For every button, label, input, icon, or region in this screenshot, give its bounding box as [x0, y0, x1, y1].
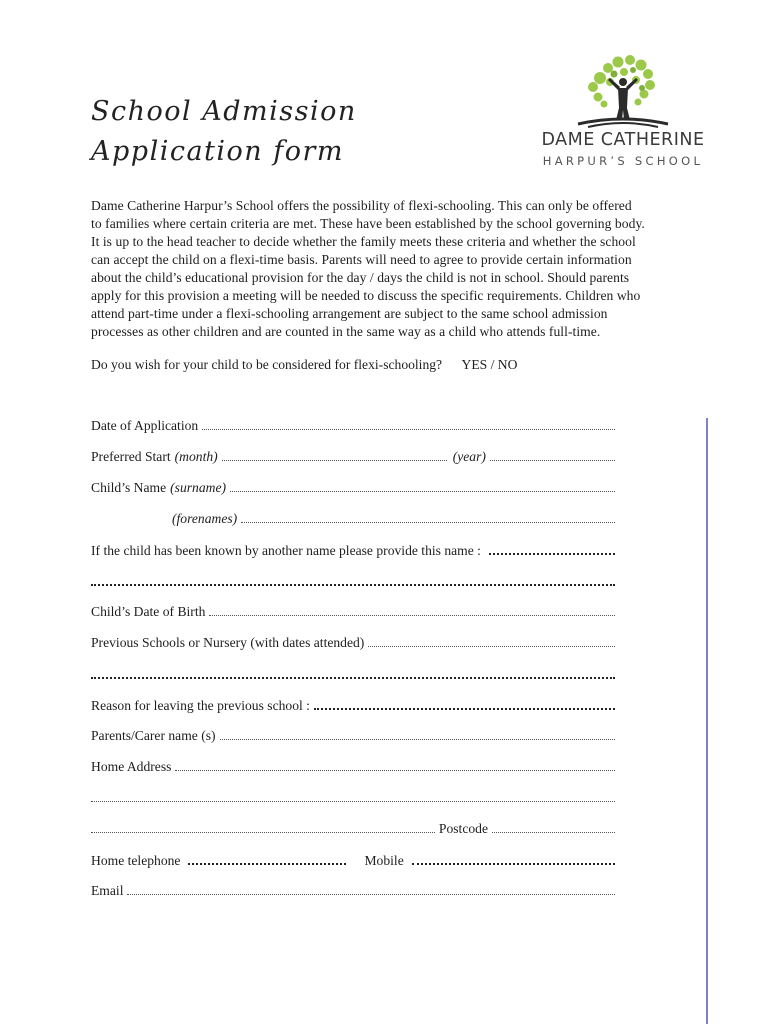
school-logo [538, 52, 708, 182]
postcode-line[interactable] [492, 819, 615, 833]
email-label: Email [91, 883, 124, 898]
previous-schools-field[interactable] [91, 633, 615, 653]
surname-line[interactable] [230, 478, 615, 492]
flexi-schooling-question [91, 357, 517, 373]
forenames-field[interactable] [172, 509, 615, 529]
title-line-2: Application form [91, 136, 345, 167]
date-of-application-line[interactable] [202, 416, 615, 430]
telephone-field[interactable] [91, 850, 615, 870]
home-address-label: Home Address [91, 759, 172, 774]
parents-label: Parents/Carer name (s) [91, 728, 216, 743]
parents-field[interactable] [91, 726, 615, 746]
home-address-line-2[interactable] [91, 788, 615, 802]
email-field[interactable] [91, 881, 615, 901]
date-of-birth-field[interactable] [91, 602, 615, 622]
mobile-label: Mobile [364, 853, 404, 868]
childs-name-label: Child’s Name [91, 480, 167, 495]
mobile-line[interactable] [412, 850, 615, 865]
date-of-birth-line[interactable] [209, 602, 615, 616]
intro-line: to families where certain criteria are met. These have been established by the school governing body. [91, 216, 645, 231]
intro-line: Dame Catherine Harpur’s School offers the possibility of flexi-schooling. This can only be offered [91, 198, 632, 213]
postcode-label: Postcode [438, 821, 488, 836]
title-line-1: School Admission [91, 96, 357, 127]
preferred-start-label: Preferred Start [91, 449, 171, 464]
intro-line: It is up to the head teacher to decide whether the family meets these criteria and whether the school [91, 234, 636, 249]
year-line[interactable] [490, 447, 615, 461]
other-name-line[interactable] [489, 540, 615, 555]
home-address-field[interactable] [91, 757, 615, 777]
other-name-line-2[interactable] [91, 571, 615, 586]
address-postcode-field[interactable] [91, 819, 615, 839]
previous-schools-line[interactable] [368, 633, 615, 647]
intro-line: can accept the child on a flexi-time basis. Parents will need to agree to provide certain information [91, 252, 632, 267]
form-title [91, 92, 357, 172]
reason-leaving-line[interactable] [314, 695, 615, 710]
logo-school-subtitle: HARPUR’S SCHOOL [542, 154, 704, 168]
childs-surname-field[interactable] [91, 478, 615, 498]
intro-line: about the child’s educational provision for the day / days the child is not in school. Should parents [91, 270, 630, 285]
intro-line: attend part-time under a flexi-schooling arrangement are subject to the same school admission [91, 306, 608, 321]
forenames-label: (forenames) [172, 511, 238, 526]
tree-logo-icon [538, 52, 708, 132]
intro-line: processes as other children and are counted in the same way as a child who attends full-time. [91, 324, 601, 339]
surname-label: (surname) [170, 480, 227, 495]
parents-line[interactable] [220, 726, 615, 740]
intro-paragraph [91, 197, 686, 341]
home-address-line[interactable] [175, 757, 615, 771]
year-label: (year) [452, 449, 486, 464]
date-of-application-label: Date of Application [91, 418, 199, 433]
previous-schools-continuation-field[interactable] [91, 664, 615, 684]
other-name-field[interactable] [91, 540, 615, 560]
yes-no-choice[interactable]: YES / NO [461, 357, 518, 372]
intro-line: apply for this provision a meeting will be needed to discuss the specific requirements. Children who [91, 288, 641, 303]
forenames-line[interactable] [241, 509, 615, 523]
flexi-question-text: Do you wish for your child to be considered for flexi-schooling? [91, 357, 443, 372]
reason-leaving-field[interactable] [91, 695, 615, 715]
previous-schools-line-2[interactable] [91, 664, 615, 679]
email-line[interactable] [127, 881, 615, 895]
home-address-line-3[interactable] [91, 819, 435, 833]
date-of-birth-label: Child’s Date of Birth [91, 604, 206, 619]
logo-school-name: DAME CATHERINE [541, 130, 705, 150]
home-address-line-2-field[interactable] [91, 788, 615, 808]
home-telephone-line[interactable] [188, 850, 346, 865]
other-name-label: If the child has been known by another name please provide this name : [91, 543, 481, 558]
previous-schools-label: Previous Schools or Nursery (with dates attended) [91, 635, 365, 650]
reason-leaving-label: Reason for leaving the previous school : [91, 698, 310, 713]
preferred-start-field[interactable] [91, 447, 615, 467]
date-of-application-field[interactable] [91, 416, 615, 436]
other-name-continuation-field[interactable] [91, 571, 615, 591]
home-telephone-label: Home telephone [91, 853, 181, 868]
page-margin-rule [706, 418, 708, 1024]
month-line[interactable] [222, 447, 447, 461]
month-label: (month) [174, 449, 218, 464]
